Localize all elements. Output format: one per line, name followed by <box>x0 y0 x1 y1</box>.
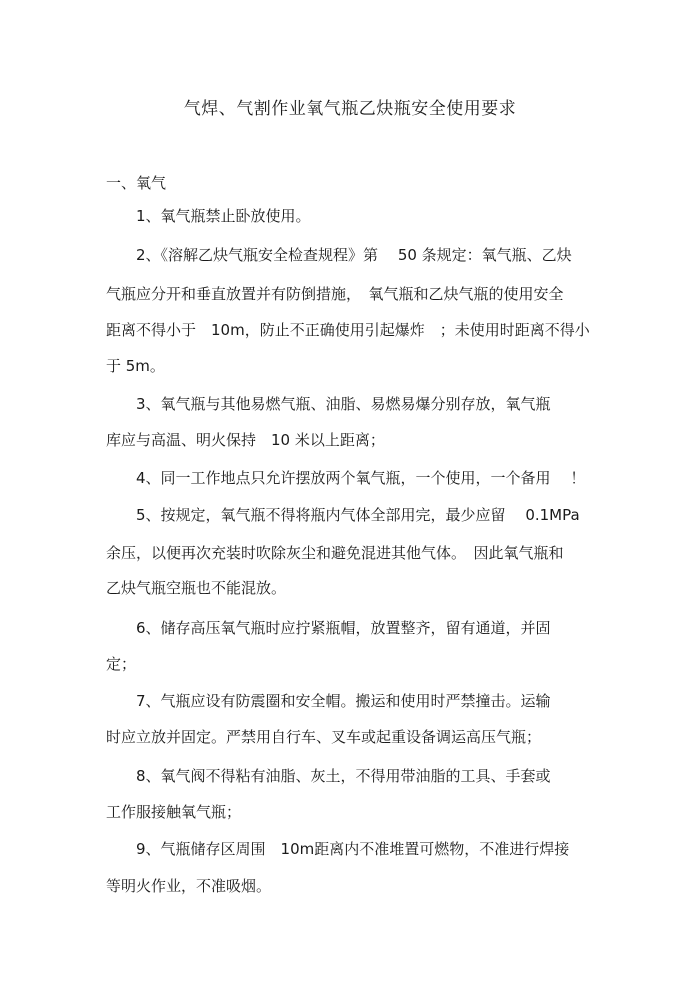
item-5-line-1: 5、按规定，氧气瓶不得将瓶内气体全部用完，最少应留 0.1MPa <box>136 506 580 524</box>
section-heading: 一、氧气 <box>106 174 167 192</box>
item-9-line-2: 等明火作业，不准吸烟。 <box>106 877 272 895</box>
item-6-line-2: 定； <box>106 655 137 673</box>
item-2-line-3: 距离不得小于 10m，防止不正确使用引起爆炸 ；未使用时距离不得小 <box>106 321 590 339</box>
item-4-line-1: 4、同一工作地点只允许摆放两个氧气瓶，一个使用，一个备用 ！ <box>136 469 586 487</box>
item-8-line-2: 工作服接触氧气瓶； <box>106 803 242 821</box>
item-2-line-4: 于 5m。 <box>106 357 165 375</box>
item-1-line-1: 1、氧气瓶禁止卧放使用。 <box>136 207 311 225</box>
item-9-line-1: 9、气瓶储存区周围 10m距离内不准堆置可燃物，不准进行焊接 <box>136 840 570 858</box>
item-7-line-2: 时应立放并固定。严禁用自行车、叉车或起重设备调运高压气瓶； <box>106 728 542 746</box>
item-5-line-2: 余压，以便再次充装时吹除灰尘和避免混进其他气体。 因此氧气瓶和 <box>106 544 564 562</box>
item-7-line-1: 7、气瓶应设有防震圈和安全帽。搬运和使用时严禁撞击。运输 <box>136 692 551 710</box>
item-3-line-2: 库应与高温、明火保持 10 米以上距离； <box>106 431 385 449</box>
item-2-line-2: 气瓶应分开和垂直放置并有防倒措施， 氧气瓶和乙炔气瓶的使用安全 <box>106 285 564 303</box>
document-title: 气焊、气割作业氧气瓶乙炔瓶安全使用要求 <box>183 99 517 119</box>
item-5-line-3: 乙炔气瓶空瓶也不能混放。 <box>106 579 287 597</box>
item-8-line-1: 8、氧气阀不得粘有油脂、灰土，不得用带油脂的工具、手套或 <box>136 767 551 785</box>
item-6-line-1: 6、储存高压氧气瓶时应拧紧瓶帽，放置整齐，留有通道，并固 <box>136 619 551 637</box>
item-2-line-1: 2、《溶解乙炔气瓶安全检查规程》第 50 条规定：氧气瓶、乙炔 <box>136 246 572 264</box>
item-3-line-1: 3、氧气瓶与其他易燃气瓶、油脂、易燃易爆分别存放，氧气瓶 <box>136 395 551 413</box>
